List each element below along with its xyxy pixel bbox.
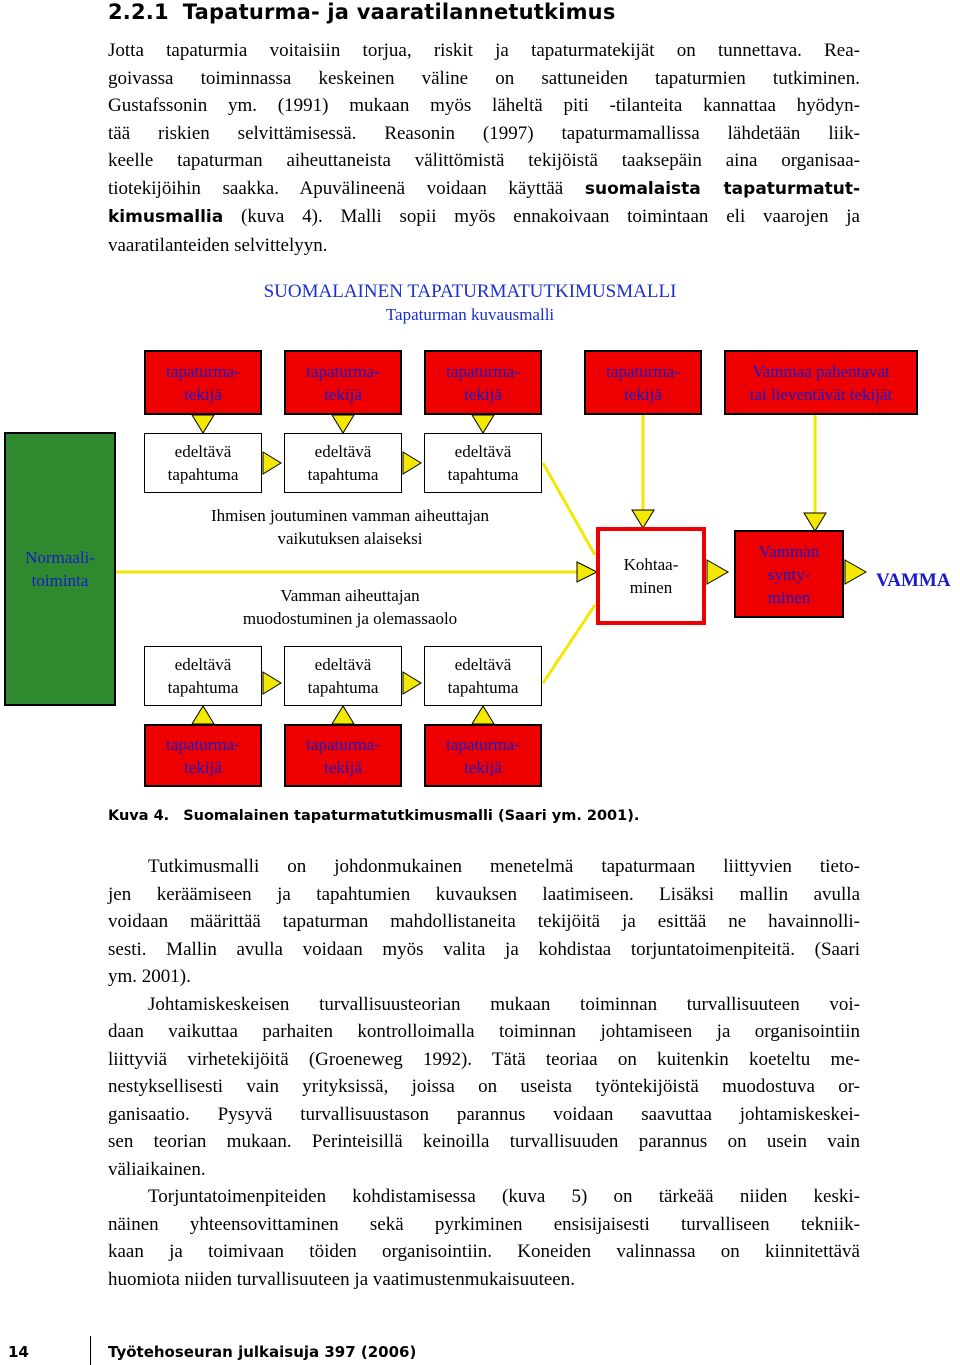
paragraph-line: Tutkimusmalli on johdonmukainen menetelmä tapaturmaan liittyvien tieto-: [148, 856, 860, 877]
page-number: 14: [8, 1343, 29, 1361]
event-box: edeltävä tapahtuma: [424, 646, 542, 706]
diagram-title: SUOMALAINEN TAPATURMATUTKIMUSMALLI: [263, 281, 677, 302]
paragraph-line: näinen yhteensovittaminen sekä pyrkiminen ensisijaisesti turvalliseen tekniik-: [108, 1213, 860, 1235]
formation-text: Vamman aiheuttajan muodostuminen ja olemassaolo: [190, 584, 510, 630]
paragraph-line: Johtamiskeskeisen turvallisuusteorian mukaan toiminnan turvallisuuteen voi-: [148, 993, 860, 1015]
factor-box: tapaturma- tekijä: [284, 350, 402, 415]
intro-line: Gustafssonin ym. (1991) mukaan myös läheltä piti -tilanteita kannattaa hyödyn-: [108, 95, 860, 116]
paragraph-line: Torjuntatoimenpiteiden kohdistamisessa (kuva 5) on tärkeää niiden keski-: [148, 1186, 860, 1207]
connector-line: [543, 605, 595, 683]
intro-line: Jotta tapaturmia voitaisiin torjua, riskit ja tapaturmatekijät on tunnettava. Rea-: [108, 40, 860, 61]
down-arrow: [632, 510, 654, 528]
figure-caption: [108, 808, 639, 824]
factor-box: tapaturma- tekijä: [424, 350, 542, 415]
paragraph-line: kaan ja toimivaan töiden organisointiin. Koneiden valinnassa on kiinnitettävä: [108, 1241, 860, 1262]
outcome-label: VAMMA: [876, 570, 951, 591]
figure-caption-text: Suomalainen tapaturmatutkimusmalli (Saari ym. 2001).: [183, 808, 640, 824]
paragraph-line: liittyviä virhetekijöitä (Groeneweg 1992). Tätä teoriaa on kuitenkin koeteltu me-: [108, 1048, 860, 1070]
intro-line: vaaratilanteiden selvittelyyn.: [108, 234, 328, 256]
section-number: 2.2.1: [108, 0, 169, 24]
factor-box: tapaturma- tekijä: [584, 350, 702, 415]
paragraph-line: väliaikainen.: [108, 1158, 206, 1180]
right-arrow: [577, 562, 597, 582]
contact-box: Kohtaa- minen: [596, 527, 706, 625]
model-name-bold: suomalaista tapaturmatut-: [584, 178, 860, 199]
event-box: edeltävä tapahtuma: [284, 433, 402, 493]
intro-text: (kuva 4). Malli sopii myös ennakoivaan toimintaan eli vaarojen ja: [241, 206, 860, 227]
normal-activity-box: Normaali- toiminta: [4, 432, 116, 706]
right-arrow: [845, 560, 866, 584]
body-paragraphs: [108, 853, 860, 1293]
factor-box: tapaturma- tekijä: [424, 724, 542, 787]
diagram-subtitle: Tapaturman kuvausmalli: [385, 305, 555, 324]
factor-box: tapaturma- tekijä: [144, 724, 262, 787]
paragraph-line: huomiota niiden turvallisuuteen ja vaatimustenmukaisuuteen.: [108, 1268, 575, 1290]
paragraph-line: daan vaikuttaa parhaiten kontrolloimalla toiminnan johtamiseen ja organisointiin: [108, 1021, 860, 1042]
paragraph-line: ganisaatio. Pysyvä turvallisuustason parannus voidaan saavuttaa johtamiskeskei-: [108, 1103, 860, 1125]
intro-line: tää riskien selvittämisessä. Reasonin (1997) tapaturmamallissa lähdetään liik-: [108, 122, 860, 144]
paragraph-line: jen keräämiseen ja tapahtumien kuvauksen laatimiseen. Lisäksi mallin avulla: [108, 883, 860, 905]
paragraph-line: nestyksellisesti vain yrityksissä, joissa on useista työntekijöistä muodostuva or-: [108, 1076, 860, 1097]
down-arrow: [192, 415, 494, 433]
paragraph-line: sesti. Mallin avulla voidaan myös valita ja kohdistaa torjuntatoimenpiteitä. (Saari: [108, 938, 860, 960]
event-box: edeltävä tapahtuma: [424, 433, 542, 493]
intro-line: goivassa toiminnassa keskeinen väline on sattuneiden tapaturmien tutkiminen.: [108, 67, 860, 89]
figure-label: Kuva 4.: [108, 808, 170, 824]
injury-occurrence-box: Vamman synty- minen: [734, 530, 844, 618]
footer-divider: [90, 1336, 91, 1365]
paragraph-line: sen teorian mukaan. Perinteisillä keinoilla turvallisuuden parannus on usein vain: [108, 1131, 860, 1152]
event-box: edeltävä tapahtuma: [144, 433, 262, 493]
right-arrow: [707, 560, 728, 584]
connector-line: [543, 463, 595, 555]
down-arrow: [804, 513, 826, 531]
exposure-text: Ihmisen joutuminen vamman aiheuttajan vaikutuksen alaiseksi: [160, 504, 540, 550]
model-name-bold-2: kimusmallia: [108, 207, 224, 227]
intro-line: keelle tapaturman aiheuttaneista välittömistä tekijöistä taaksepäin aina organisaa-: [108, 150, 860, 171]
section-title: Tapaturma- ja vaaratilannetutkimus: [182, 0, 616, 24]
event-box: edeltävä tapahtuma: [144, 646, 262, 706]
factor-box: tapaturma- tekijä: [144, 350, 262, 415]
up-arrow: [192, 706, 494, 724]
publication-title: Työtehoseuran julkaisuja 397 (2006): [108, 1343, 417, 1361]
intro-text: tiotekijöihin saakka. Apuvälineenä voidaan käyttää: [108, 177, 564, 199]
factor-box: tapaturma- tekijä: [284, 724, 402, 787]
aggravating-factors-box: Vammaa pahentavat tai lieventävät tekijät: [724, 350, 918, 415]
paragraph-line: voidaan määrittää tapaturman mahdollistaneita tekijöitä ja esittää ne havainnolli-: [108, 911, 860, 932]
event-box: edeltävä tapahtuma: [284, 646, 402, 706]
paragraph-line: ym. 2001).: [108, 966, 191, 987]
